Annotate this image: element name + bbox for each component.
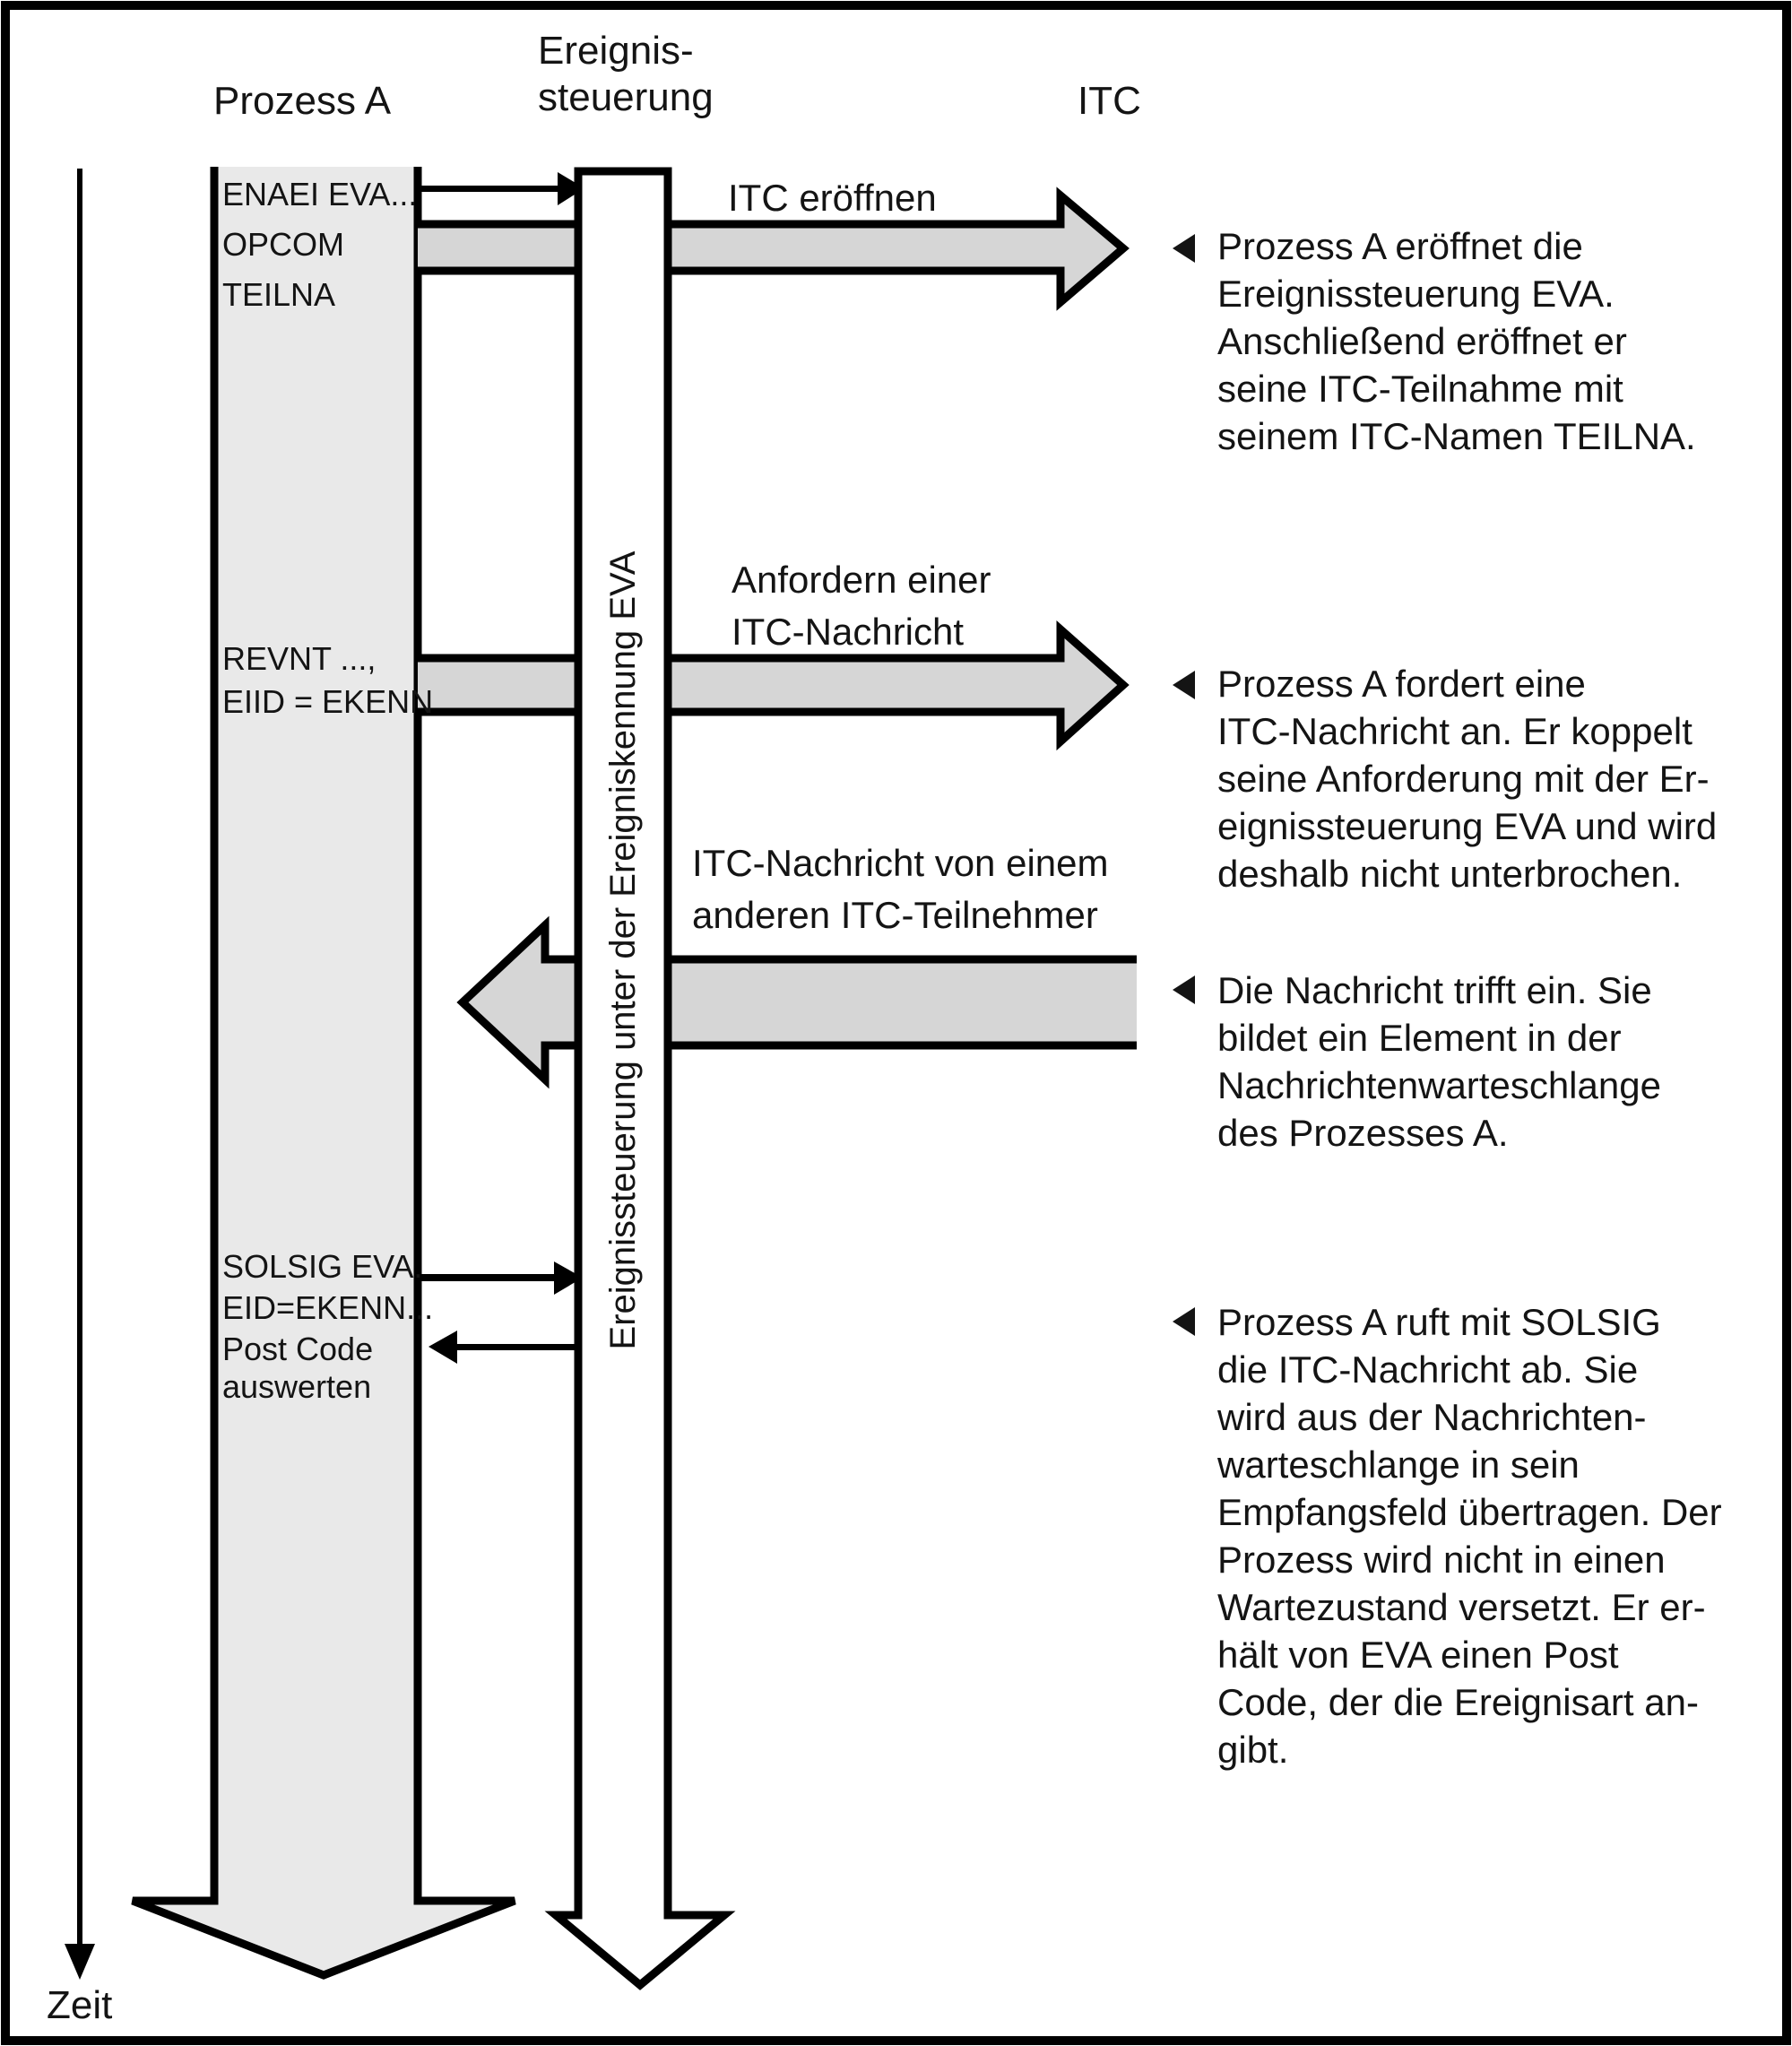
message-label-incoming-line2: anderen ITC-Teilnehmer bbox=[692, 894, 1098, 936]
annotation-line: Nachrichtenwarteschlange bbox=[1217, 1064, 1661, 1106]
annotation-line: seine Anforderung mit der Er- bbox=[1217, 758, 1710, 800]
annotation-line: deshalb nicht unterbrochen. bbox=[1217, 853, 1683, 895]
enaei-call-arrow-line bbox=[418, 186, 559, 192]
column-header-event-control-line1: Ereignis- bbox=[538, 29, 694, 73]
call-label-eiid: EIID = EKENN bbox=[222, 683, 434, 720]
annotation-line: seine ITC-Teilnahme mit bbox=[1217, 368, 1623, 410]
annotation-line: seinem ITC-Namen TEILNA. bbox=[1217, 415, 1696, 457]
annotation-line: des Prozesses A. bbox=[1217, 1112, 1509, 1154]
annotation-incoming bbox=[1217, 967, 1782, 1157]
postcode-return-arrowhead-icon bbox=[429, 1331, 457, 1364]
message-label-incoming-line1: ITC-Nachricht von einem bbox=[692, 842, 1109, 884]
annotation-bullet-icon bbox=[1173, 1307, 1195, 1336]
annotation-line: Prozess A fordert eine bbox=[1217, 663, 1586, 705]
annotation-line: Wartezustand versetzt. Er er- bbox=[1217, 1586, 1706, 1628]
message-label-request-line1: Anfordern einer bbox=[732, 559, 991, 601]
postcode-return-arrow-line bbox=[450, 1344, 578, 1350]
annotation-line: wird aus der Nachrichten- bbox=[1217, 1396, 1647, 1438]
time-axis-line bbox=[77, 169, 82, 1947]
annotation-bullet-icon bbox=[1173, 975, 1195, 1004]
message-label-open-itc: ITC eröffnen bbox=[728, 177, 937, 219]
call-label-postcode-line1: Post Code bbox=[222, 1331, 374, 1367]
annotation-line: Prozess A eröffnet die bbox=[1217, 225, 1583, 267]
column-header-event-control-line2: steuerung bbox=[538, 75, 714, 119]
annotation-line: Die Nachricht trifft ein. Sie bbox=[1217, 969, 1652, 1011]
call-label-solsig: SOLSIG EVA. bbox=[222, 1248, 423, 1285]
time-axis-arrowhead-icon bbox=[65, 1944, 95, 1980]
annotation-line: Code, der die Ereignisart an- bbox=[1217, 1681, 1699, 1723]
column-header-itc: ITC bbox=[1078, 79, 1141, 123]
annotation-line: die ITC-Nachricht ab. Sie bbox=[1217, 1348, 1639, 1391]
annotation-solsig bbox=[1217, 1298, 1782, 1773]
annotation-request bbox=[1217, 660, 1782, 897]
annotation-line: Prozess A ruft mit SOLSIG bbox=[1217, 1301, 1661, 1343]
message-label-request-line2: ITC-Nachricht bbox=[732, 611, 965, 653]
annotation-line: Prozess wird nicht in einen bbox=[1217, 1539, 1666, 1581]
solsig-call-arrow-line bbox=[418, 1274, 556, 1281]
call-label-revnt: REVNT ..., bbox=[222, 640, 377, 677]
annotation-line: eignissteuerung EVA und wird bbox=[1217, 805, 1718, 847]
column-header-process-a: Prozess A bbox=[213, 79, 392, 123]
event-control-bar-label: Ereignissteuerung unter der Ereigniskennung EVA bbox=[603, 551, 643, 1350]
call-label-enaei: ENAEI EVA... bbox=[222, 176, 418, 212]
call-label-teilna: TEILNA bbox=[222, 276, 336, 313]
annotation-line: ITC-Nachricht an. Er koppelt bbox=[1217, 710, 1692, 752]
annotation-line: Ereignissteuerung EVA. bbox=[1217, 273, 1615, 315]
process-a-lifeline-arrow bbox=[133, 167, 515, 1975]
annotation-line: bildet ein Element in der bbox=[1217, 1017, 1622, 1059]
time-axis-label: Zeit bbox=[47, 1983, 113, 2027]
annotation-line: warteschlange in sein bbox=[1217, 1443, 1580, 1486]
annotation-line: Anschließend eröffnet er bbox=[1217, 320, 1627, 362]
call-label-eid: EID=EKENN... bbox=[222, 1289, 434, 1326]
annotation-line: Empfangsfeld übertragen. Der bbox=[1217, 1491, 1722, 1533]
annotation-open-itc bbox=[1217, 222, 1782, 460]
call-label-opcom: OPCOM bbox=[222, 226, 345, 263]
annotation-line: gibt. bbox=[1217, 1729, 1289, 1771]
annotation-bullet-icon bbox=[1173, 671, 1195, 699]
call-label-postcode-line2: auswerten bbox=[222, 1368, 372, 1405]
annotation-line: hält von EVA einen Post bbox=[1217, 1634, 1619, 1676]
incoming-itc-message-arrow-icon bbox=[463, 925, 1137, 1079]
annotation-bullet-icon bbox=[1173, 234, 1195, 263]
